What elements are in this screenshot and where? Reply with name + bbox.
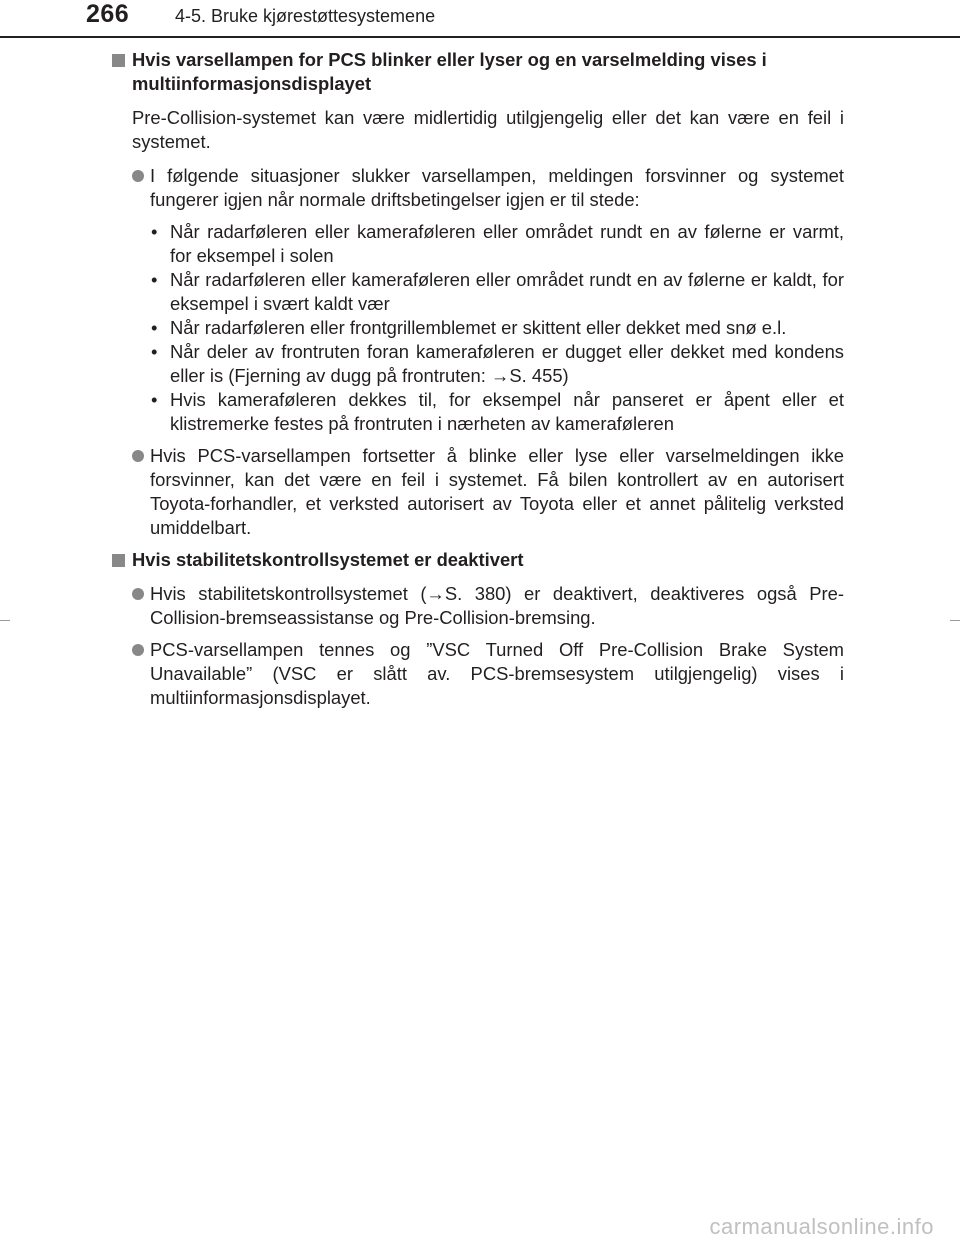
section-title: 4-5. Bruke kjørestøttesystemene [175, 6, 436, 26]
square-bullet-icon [112, 554, 125, 567]
crop-mark-left [0, 620, 10, 621]
list-item: • Hvis kameraføleren dekkes til, for eksempel når panseret er åpent eller et klistremerke festes på frontruten i nærheten av kameraføleren [151, 389, 844, 434]
dot-marker: • [151, 341, 158, 362]
dot-marker: • [151, 389, 158, 410]
page-content [112, 48, 844, 718]
condition-list [112, 220, 844, 436]
circle-bullet-icon [132, 170, 144, 182]
section-heading [112, 48, 844, 96]
dot-marker: • [151, 221, 158, 242]
bullet-item [112, 444, 844, 540]
bullet-text: I følgende situasjoner slukker varsellampen, meldingen forsvinner og systemet fungerer igjen når normale driftsbetingelser igjen er til stede: [150, 165, 844, 210]
page-number: 266 [86, 0, 130, 28]
section-heading-text: Hvis varsellampen for PCS blinker eller lyser og en varselmelding vises i multiinformasjonsdisplayet [132, 49, 767, 94]
square-bullet-icon [112, 54, 125, 67]
bullet-item [112, 164, 844, 212]
list-item: • Når radarføleren eller frontgrillemblemet er skittent eller dekket med snø e.l. [151, 317, 787, 338]
bullet-text: Hvis stabilitetskontrollsystemet (→S. 380) er deaktivert, deaktiveres også Pre-Collision-bremseassistanse og Pre-Collision-bremsing. [150, 583, 844, 628]
crop-mark-right [950, 620, 960, 621]
dot-marker: • [151, 269, 158, 290]
page-header [0, 0, 960, 40]
circle-bullet-icon [132, 588, 144, 600]
list-item: • Når radarføleren eller kameraføleren eller området rundt en av følerne er kaldt, for eksempel i svært kaldt vær [151, 269, 844, 314]
header-rule [0, 36, 960, 38]
list-item: • Når radarføleren eller kameraføleren eller området rundt en av følerne er varmt, for eksempel i solen [151, 221, 844, 266]
section-heading-text: Hvis stabilitetskontrollsystemet er deaktivert [132, 549, 524, 570]
watermark: carmanualsonline.info [709, 1214, 934, 1239]
bullet-text: PCS-varsellampen tennes og ”VSC Turned Off Pre-Collision Brake System Unavailable” (VSC er slått av. PCS-bremsesystem utilgjengelig) vises i multiinformasjonsdisplayet. [150, 639, 844, 708]
bullet-item [112, 638, 844, 710]
dot-marker: • [151, 317, 158, 338]
intro-paragraph: Pre-Collision-systemet kan være midlertidig utilgjengelig eller det kan være en feil i systemet. [132, 107, 844, 152]
circle-bullet-icon [132, 450, 144, 462]
circle-bullet-icon [132, 644, 144, 656]
bullet-text: Hvis PCS-varsellampen fortsetter å blinke eller lyse eller varselmeldingen ikke forsvinner, kan det være en feil i systemet. Få bilen kontrollert av en autorisert Toyota-forhandler, et verksted autorisert av Toyota eller et annet pålitelig verksted umiddelbart. [150, 445, 844, 538]
list-item: • Når deler av frontruten foran kameraføleren er dugget eller dekket med kondens eller is (Fjerning av dugg på frontruten: →S. 455) [151, 341, 844, 386]
section-heading [112, 548, 844, 572]
bullet-item [112, 582, 844, 630]
